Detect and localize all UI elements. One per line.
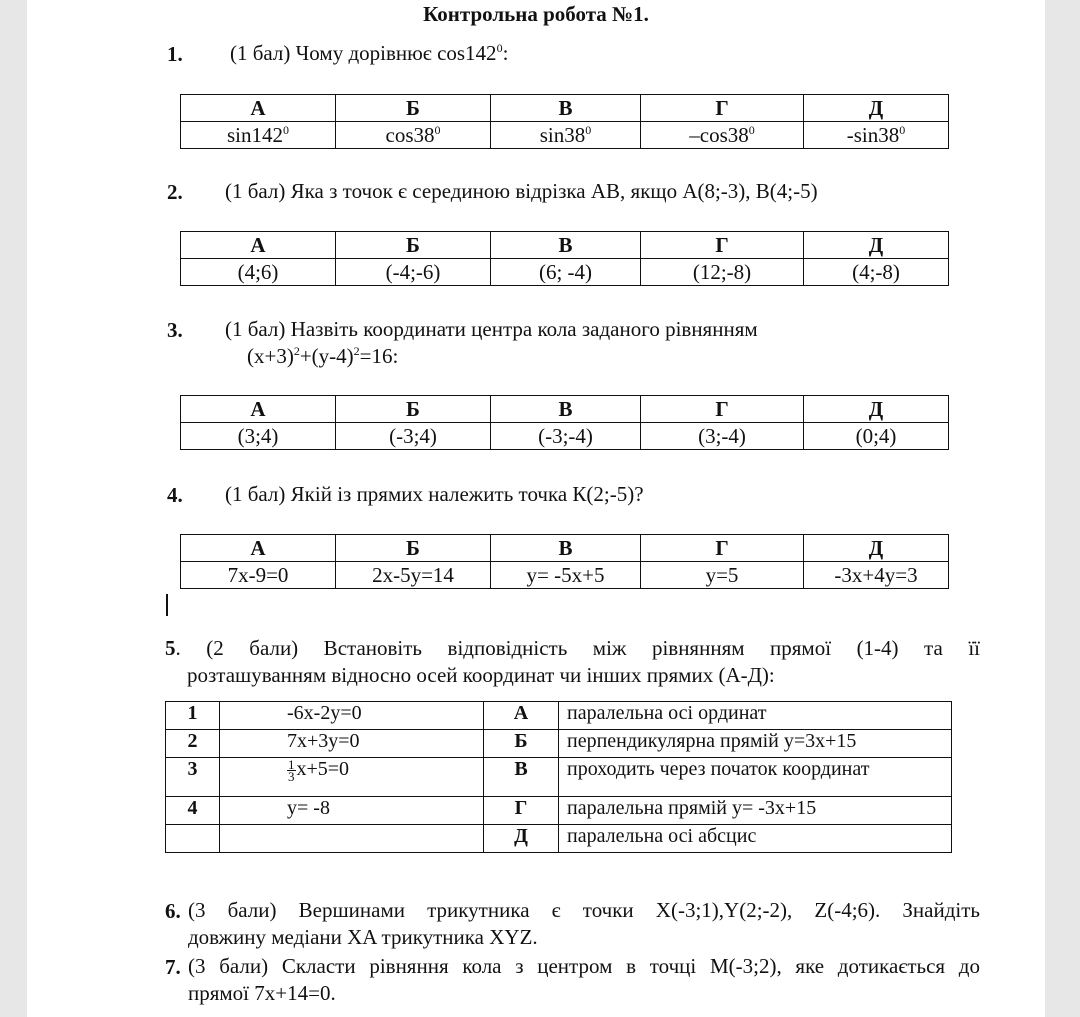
degree-superscript: 0 bbox=[434, 123, 441, 137]
text-cursor[interactable] bbox=[166, 594, 168, 616]
fraction-numerator: 1 bbox=[288, 756, 295, 772]
option-a-header: А bbox=[181, 396, 336, 423]
line-equation: 7х+3у=0 bbox=[220, 730, 484, 758]
document-title: Контрольна робота №1. bbox=[423, 2, 649, 26]
position-description: паралельна осі абсцис bbox=[559, 825, 952, 853]
question-4-answer-table bbox=[180, 534, 949, 589]
option-a-header: А bbox=[181, 535, 336, 562]
position-letter: Г bbox=[484, 797, 559, 825]
question-5-line-2: розташуванням відносно осей координат чи інших прямих (А-Д): bbox=[187, 663, 775, 687]
question-6-line-2: довжину медіани XA трикутника XYZ. bbox=[188, 925, 538, 949]
question-7-line-1 bbox=[188, 953, 980, 980]
option-d-header: Д bbox=[804, 95, 949, 122]
option-g-header: Г bbox=[641, 535, 804, 562]
question-5-text: . (2 бали) Встановіть відповідність між рівнянням прямої (1-4) та її bbox=[175, 636, 980, 660]
question-5-number: 5 bbox=[165, 636, 176, 660]
position-letter: Д bbox=[484, 825, 559, 853]
matching-row bbox=[166, 825, 952, 853]
question-7-number: 7. bbox=[165, 955, 181, 979]
question-6-line-1 bbox=[188, 897, 980, 924]
equation-part: (х+3) bbox=[247, 344, 294, 368]
option-b-value bbox=[336, 122, 491, 149]
option-d-value: (4;-8) bbox=[804, 259, 949, 286]
equation-number: 4 bbox=[166, 797, 220, 825]
fraction-denominator: 3 bbox=[288, 768, 295, 784]
line-equation: -6х-2у=0 bbox=[220, 702, 484, 730]
option-b-value: (-4;-6) bbox=[336, 259, 491, 286]
option-g-value bbox=[641, 122, 804, 149]
option-a-header: А bbox=[181, 95, 336, 122]
option-g-header: Г bbox=[641, 232, 804, 259]
equation-number: 3 bbox=[166, 758, 220, 797]
option-b-value: 2х-5у=14 bbox=[336, 562, 491, 589]
question-4-text: (1 бал) Якій із прямих належить точка К(2;-5)? bbox=[225, 482, 644, 506]
option-v-value bbox=[491, 122, 641, 149]
option-b-header: Б bbox=[336, 535, 491, 562]
matching-row bbox=[166, 730, 952, 758]
document-page bbox=[27, 0, 1045, 1017]
matching-row bbox=[166, 758, 952, 797]
circle-equation bbox=[247, 343, 398, 370]
question-1-text bbox=[230, 40, 508, 67]
equation-text: х+5=0 bbox=[296, 758, 350, 780]
question-1-answer-table bbox=[180, 94, 949, 149]
option-d-header: Д bbox=[804, 232, 949, 259]
position-letter: В bbox=[484, 758, 559, 797]
line-equation: у= -8 bbox=[220, 797, 484, 825]
answer-text: –cos38 bbox=[689, 123, 749, 147]
option-d-header: Д bbox=[804, 396, 949, 423]
option-a-value: 7х-9=0 bbox=[181, 562, 336, 589]
answer-text: sin38 bbox=[539, 123, 586, 147]
line-equation bbox=[220, 825, 484, 853]
option-a-value: (3;4) bbox=[181, 423, 336, 450]
degree-superscript: 0 bbox=[496, 41, 503, 55]
equation-number: 1 bbox=[166, 702, 220, 730]
answer-text: -sin38 bbox=[846, 123, 900, 147]
question-3-text: (1 бал) Назвіть координати центра кола заданого рівнянням bbox=[225, 317, 758, 341]
option-b-header: Б bbox=[336, 232, 491, 259]
option-v-value: у= -5х+5 bbox=[491, 562, 641, 589]
option-v-header: В bbox=[491, 396, 641, 423]
question-6-text: (3 бали) Вершинами трикутника є точки X(-3;1),Y(2;-2), Z(-4;6). Знайдіть bbox=[188, 898, 980, 922]
position-letter: Б bbox=[484, 730, 559, 758]
degree-superscript: 0 bbox=[748, 123, 755, 137]
option-a-value bbox=[181, 122, 336, 149]
matching-row bbox=[166, 797, 952, 825]
fraction bbox=[287, 756, 296, 784]
option-d-value: -3х+4у=3 bbox=[804, 562, 949, 589]
option-d-header: Д bbox=[804, 535, 949, 562]
option-v-header: В bbox=[491, 232, 641, 259]
question-3-number: 3. bbox=[167, 318, 183, 342]
question-7-text: (3 бали) Скласти рівняння кола з центром в точці М(-3;2), яке дотикається до bbox=[188, 954, 980, 978]
option-b-header: Б bbox=[336, 95, 491, 122]
equation-number: 2 bbox=[166, 730, 220, 758]
option-g-value: (3;-4) bbox=[641, 423, 804, 450]
option-d-value: (0;4) bbox=[804, 423, 949, 450]
option-b-header: Б bbox=[336, 396, 491, 423]
position-letter: А bbox=[484, 702, 559, 730]
degree-superscript: 0 bbox=[585, 123, 592, 137]
matching-row bbox=[166, 702, 952, 730]
question-1-tail: : bbox=[502, 41, 509, 65]
option-d-value bbox=[804, 122, 949, 149]
option-b-value: (-3;4) bbox=[336, 423, 491, 450]
answer-text: sin142 bbox=[226, 123, 283, 147]
equation-number bbox=[166, 825, 220, 853]
question-5-line-1 bbox=[165, 635, 980, 662]
option-v-header: В bbox=[491, 535, 641, 562]
question-1-prompt: (1 бал) Чому дорівнює cos142 bbox=[230, 41, 497, 65]
equation-part: +(у-4) bbox=[299, 344, 354, 368]
question-2-text: (1 бал) Яка з точок є серединою відрізка АВ, якщо А(8;-3), В(4;-5) bbox=[225, 179, 818, 203]
option-g-header: Г bbox=[641, 95, 804, 122]
position-description: перпендикулярна прямій у=3х+15 bbox=[559, 730, 952, 758]
degree-superscript: 0 bbox=[283, 123, 289, 137]
option-v-header: В bbox=[491, 95, 641, 122]
option-a-header: А bbox=[181, 232, 336, 259]
question-6-number: 6. bbox=[165, 899, 181, 923]
question-1-number: 1. bbox=[167, 42, 183, 66]
question-4-number: 4. bbox=[167, 483, 183, 507]
question-2-number: 2. bbox=[167, 180, 183, 204]
exponent: 2 bbox=[293, 344, 300, 358]
question-2-answer-table bbox=[180, 231, 949, 286]
option-a-value: (4;6) bbox=[181, 259, 336, 286]
answer-text: cos38 bbox=[385, 123, 435, 147]
option-g-value: (12;-8) bbox=[641, 259, 804, 286]
option-g-value: у=5 bbox=[641, 562, 804, 589]
question-7-line-2: прямої 7х+14=0. bbox=[188, 981, 336, 1005]
position-description: паралельна осі ординат bbox=[559, 702, 952, 730]
position-description: проходить через початок координат bbox=[559, 758, 952, 797]
position-description: паралельна прямій у= -3х+15 bbox=[559, 797, 952, 825]
degree-superscript: 0 bbox=[899, 123, 906, 137]
matching-table bbox=[165, 701, 952, 853]
option-v-value: (6; -4) bbox=[491, 259, 641, 286]
line-equation bbox=[220, 758, 484, 797]
option-g-header: Г bbox=[641, 396, 804, 423]
exponent: 2 bbox=[353, 344, 360, 358]
equation-part: =16: bbox=[359, 344, 399, 368]
question-3-answer-table bbox=[180, 395, 949, 450]
option-v-value: (-3;-4) bbox=[491, 423, 641, 450]
